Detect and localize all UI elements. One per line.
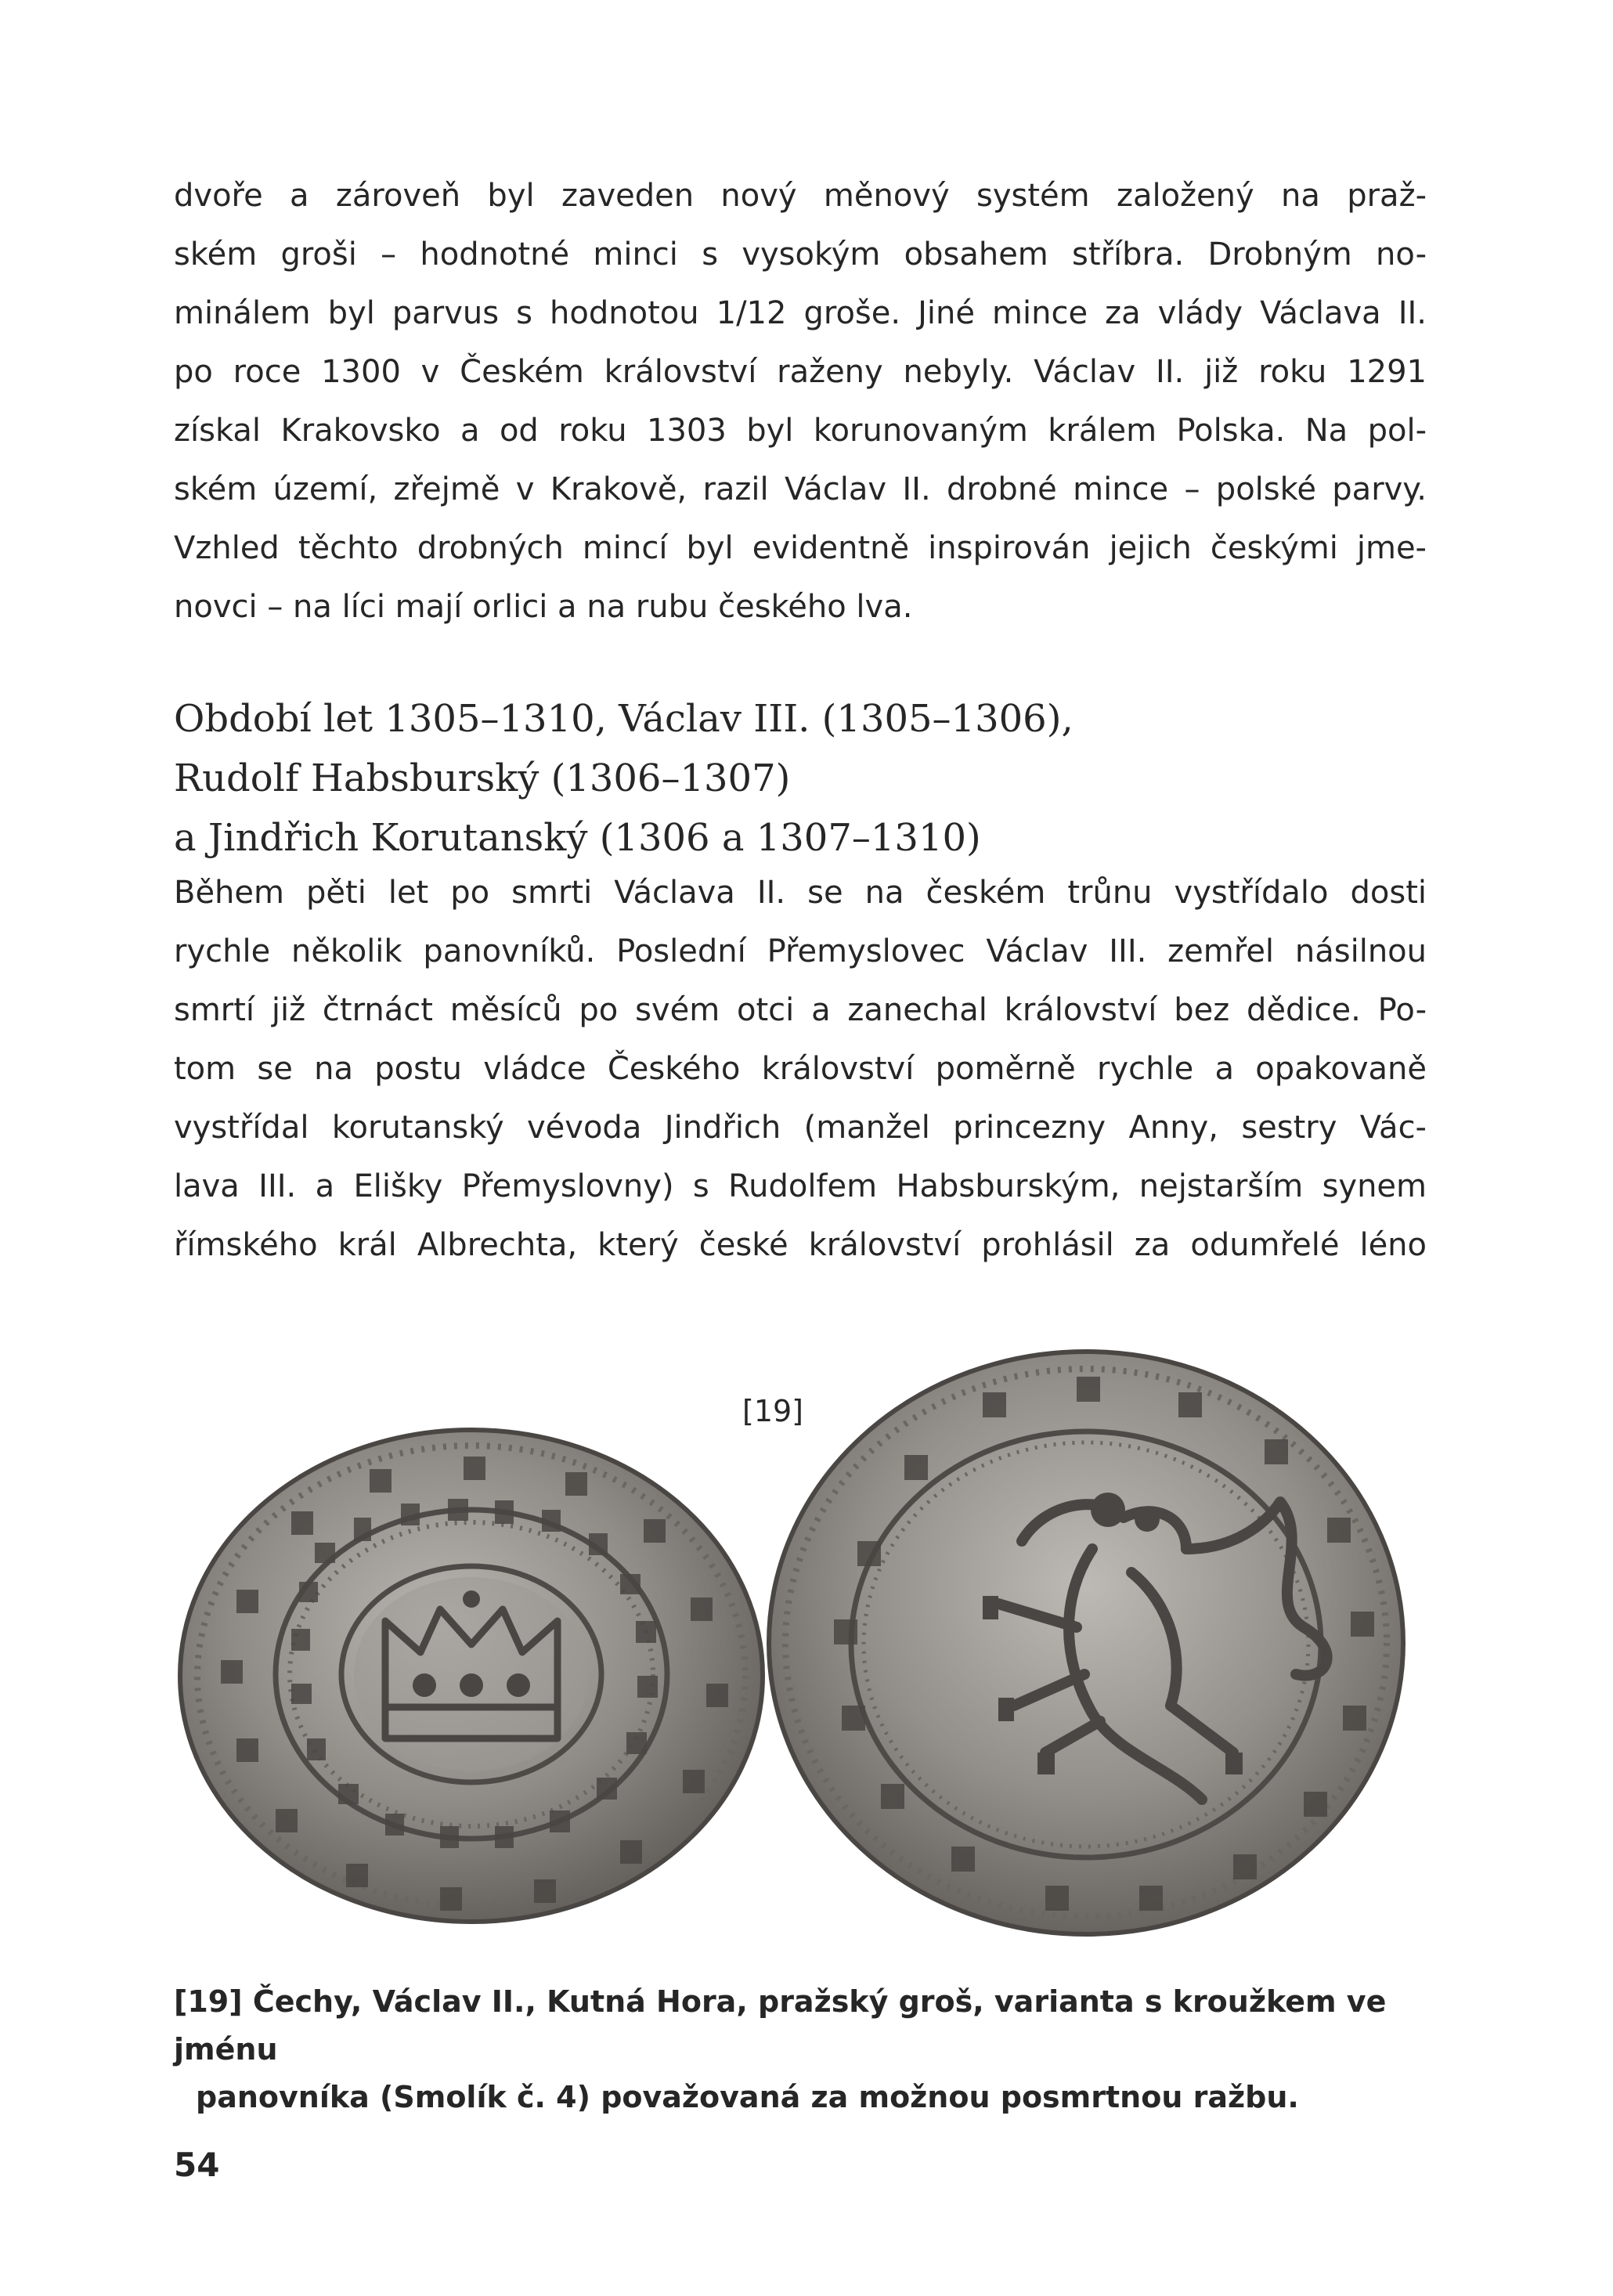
text-line: římského král Albrechta, který české království prohlásil za odumřelé léno <box>174 1227 1427 1263</box>
figure-caption <box>174 1978 1427 2121</box>
text-line: novci – na líci mají orlici a na rubu českého lva. <box>174 589 913 625</box>
text-line: minálem byl parvus s hodnotou 1/12 groše. Jiné mince za vlády Václava II. <box>174 295 1427 331</box>
text-line: rychle několik panovníků. Poslední Přemyslovec Václav III. zemřel násilnou <box>174 933 1427 969</box>
text-line: ském území, zřejmě v Krakově, razil Václav II. drobné mince – polské parvy. <box>174 471 1427 507</box>
caption-line: panovníka (Smolík č. 4) považovaná za možnou posmrtnou ražbu. <box>196 2080 1299 2114</box>
text-line: vystřídal korutanský vévoda Jindřich (manžel princezny Anny, sestry Vác- <box>174 1110 1427 1146</box>
paragraph-section <box>174 864 1427 1275</box>
text-line: ském groši – hodnotné minci s vysokým obsahem stříbra. Drobným no- <box>174 236 1427 273</box>
page-number: 54 <box>174 2146 220 2184</box>
text-line: lava III. a Elišky Přemyslovny) s Rudolfem Habsburským, nejstarším synem <box>174 1168 1427 1204</box>
heading-line: Období let 1305–1310, Václav III. (1305–1306), <box>174 697 1074 741</box>
text-line: dvoře a zároveň byl zaveden nový měnový systém založený na praž- <box>174 178 1427 214</box>
text-line: získal Krakovsko a od roku 1303 byl korunovaným králem Polska. Na pol- <box>174 413 1427 449</box>
text-line: po roce 1300 v Českém království raženy nebyly. Václav II. již roku 1291 <box>174 354 1427 390</box>
heading-line: Rudolf Habsburský (1306–1307) <box>174 756 791 800</box>
caption-line: [19] Čechy, Václav II., Kutná Hora, pražský groš, varianta s kroužkem ve jménu <box>174 1984 1387 2067</box>
coin-obverse-image <box>174 1425 769 1926</box>
text-line: smrtí již čtrnáct měsíců po svém otci a zanechal království bez dědice. Po- <box>174 992 1427 1028</box>
figure-number: [19] <box>742 1394 804 1428</box>
heading-line: a Jindřich Korutanský (1306 a 1307–1310) <box>174 816 981 860</box>
text-line: tom se na postu vládce Českého království poměrně rychle a opakovaně <box>174 1051 1427 1087</box>
text-line: Během pěti let po smrti Václava II. se na českém trůnu vystřídalo dosti <box>174 875 1427 911</box>
paragraph-intro <box>174 167 1427 637</box>
section-heading <box>174 689 1427 868</box>
coin-reverse-image <box>763 1345 1409 1940</box>
text-line: Vzhled těchto drobných mincí byl evidentně inspirován jejich českými jme- <box>174 530 1427 566</box>
